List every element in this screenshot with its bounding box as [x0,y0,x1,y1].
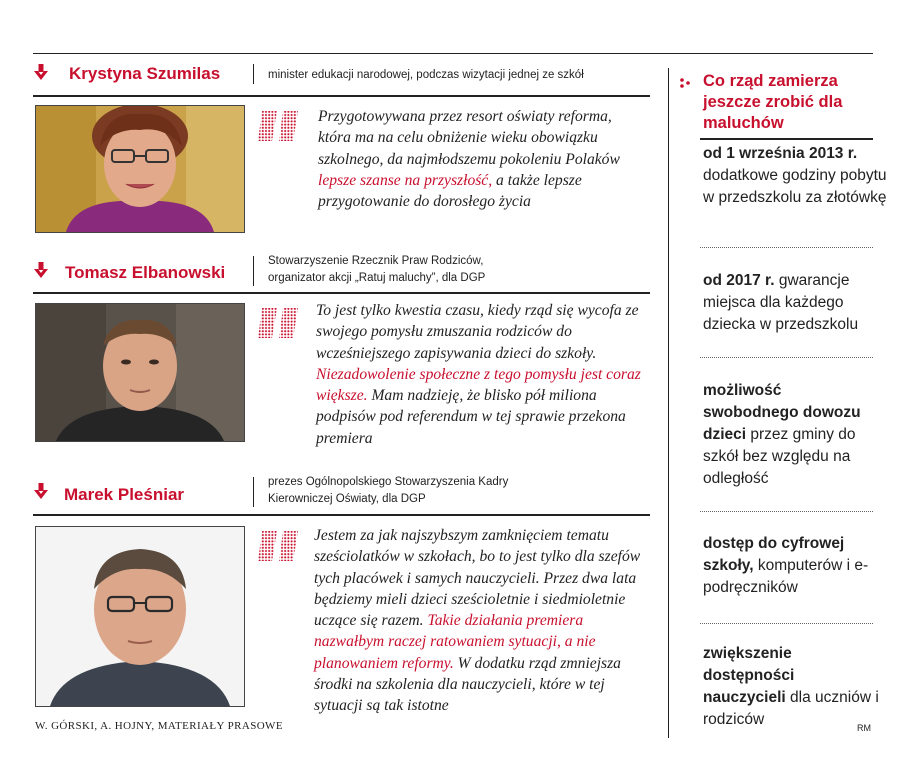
quote-mark-icon [258,107,302,145]
sidebar-item [703,533,888,599]
sidebar-item-bold: dostęp do cyfrowej szkoły, [703,535,845,574]
section-rule [33,95,650,97]
quote-text [318,106,628,212]
section-rule [33,292,650,294]
person-name: Marek Pleśniar [64,485,185,504]
colon-marker-icon [679,77,691,93]
dotted-separator [700,247,873,248]
sidebar-item-bold: od 1 września 2013 r. [703,145,858,162]
quote-part: Jestem za jak najszybszym zamknięciem tematu sześciolatków w szkołach, bo to jest tylko dla szefów tych placówek i samych nauczycieli. Przez dwa lata będziemy mieli dzieci sześcioletnie i siedmioletnie uczące się razem. [314,527,641,630]
quote-part: a także lepsze przygotowanie do dorosłego życia [318,171,582,211]
person-name: Tomasz Elbanowski [65,263,226,282]
sidebar-item-text: komputerów i e-podręczników [703,557,869,596]
dotted-separator [700,623,873,624]
name-role-divider [253,64,254,84]
sidebar-item [703,380,878,490]
quote-part: W dodatku rząd zmniejsza środki na szkolenia dla nauczycieli, które w tej sytuacji są tak istotne [314,654,621,715]
person-name: Krystyna Szumilas [69,64,221,83]
quote-part: Mam nadzieję, że blisko pół miliona podpisów pod referendum w tej sprawie przekona premiera [316,387,626,447]
dotted-separator [700,511,873,512]
sidebar-item-text: gwarancje miejsca dla każdego dziecka w przedszkolu [703,272,859,333]
photo-credit: W. GÓRSKI, A. HOJNY, MATERIAŁY PRASOWE [35,720,283,732]
sidebar-item-text: dla uczniów i rodziców [703,689,879,728]
quote-highlight: Takie działania premiera nazwałbym raczej ratowaniem sytuacji, a nie planowaniem reformy. [314,612,596,672]
person-role: minister edukacji narodowej, podczas wizytacji jednej ze szkół [268,69,584,81]
sidebar-rule [700,138,873,140]
quote-mark-icon [258,304,302,342]
arrow-down-icon [33,483,49,501]
name-role-divider [253,477,254,507]
sidebar-item-bold: możliwość swobodnego dowozu dzieci [703,382,861,443]
person-role: Stowarzyszenie Rzecznik Praw Rodziców, organizator akcji „Ratuj maluchy”, dla DGP [268,255,486,284]
quote-part: To jest tylko kwestia czasu, kiedy rząd się wycofa ze swojego pomysłu zmuszania rodziców do wcześniejszego zapisywania dzieci do szkoły. [316,302,639,362]
person-role: prezes Ogólnopolskiego Stowarzyszenia Kadry Kierowniczej Oświaty, dla DGP [268,476,509,505]
section-rule [33,514,650,516]
portrait-photo [35,526,245,707]
quote-highlight: lepsze szanse na przyszłość, [318,171,493,189]
sidebar-item-bold: zwiększenie dostępności nauczycieli [703,645,795,706]
portrait-photo [35,105,245,233]
sidebar-item [703,643,881,731]
quote-text [314,525,644,717]
quote-highlight: Niezadowolenie społeczne z tego pomysłu jest coraz większe. [316,365,641,405]
arrow-down-icon [33,64,49,82]
sidebar-item-text: przez gminy do szkół bez względu na odległość [703,426,856,487]
sidebar-item-text: dodatkowe godziny pobytu w przedszkolu za złotówkę [703,167,887,206]
portrait-photo [35,303,245,442]
author-initials: RM [857,723,871,733]
name-role-divider [253,256,254,286]
sidebar-title: Co rząd zamierza jeszcze zrobić dla maluchów [703,72,843,132]
top-rule [33,53,873,54]
arrow-down-icon [33,262,49,280]
dotted-separator [700,357,873,358]
quote-text [316,300,656,449]
quote-part: Przygotowywana przez resort oświaty reforma, która ma na celu obniżenie wieku obowiązku szkolnego, da najmłodszemu pokoleniu Polaków [318,108,620,168]
sidebar-item [703,143,888,209]
sidebar-item-bold: od 2017 r. [703,272,775,289]
column-divider [668,68,669,738]
sidebar-item [703,270,888,336]
quote-mark-icon [258,527,302,565]
